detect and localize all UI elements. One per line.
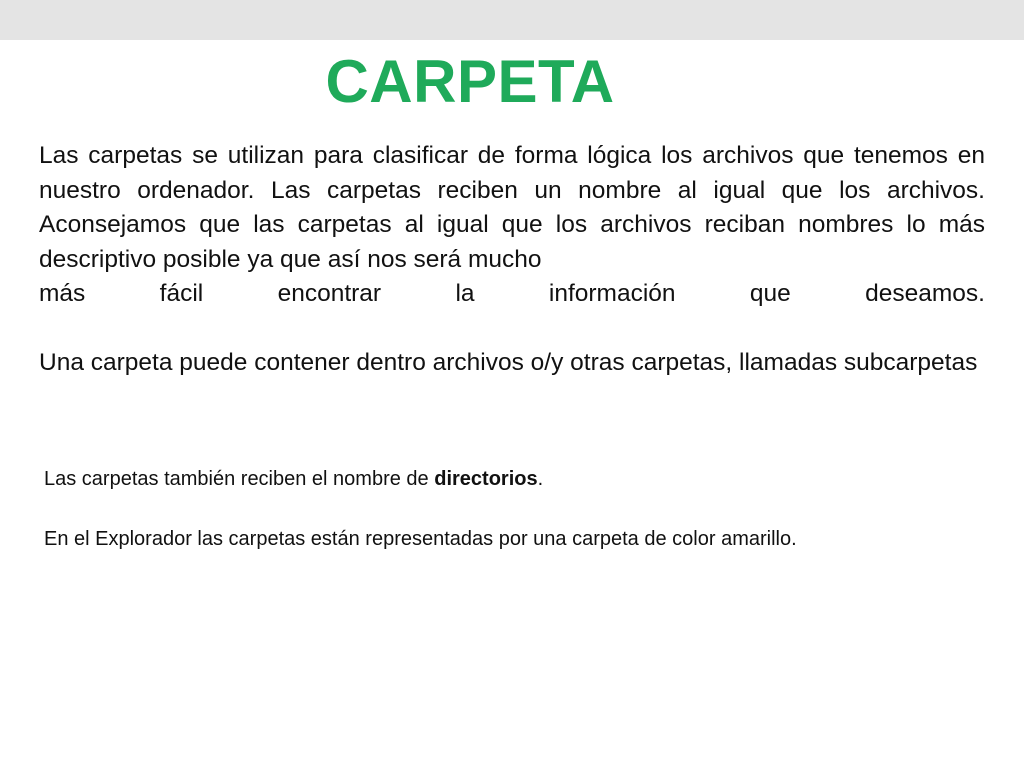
paragraph-subfolders: Una carpeta puede contener dentro archivos o/y otras carpetas, llamadas subcarpetas (39, 349, 978, 376)
notes-text-block (44, 464, 985, 554)
paragraph-explorer-folders: En el Explorador las carpetas están representadas por una carpeta de color amarillo. (44, 528, 797, 550)
paragraph-directories (44, 464, 985, 494)
paragraph-folders-intro-last-line: más fácil encontrar la información que deseamos. (39, 280, 985, 307)
slide-title: CARPETA (325, 48, 615, 115)
paragraph-spacer (44, 494, 985, 524)
paragraph-spacer (39, 312, 985, 347)
paragraph-folders-intro: Las carpetas se utilizan para clasificar de forma lógica los archivos que tenemos en nuestro ordenador. Las carpetas reciben un nombre al igual que los archivos. Aconsejamos que las carpetas al igual que los archivos reciban nombres lo más descriptivo posible ya que así nos será mucho (39, 142, 985, 273)
directories-term: directorios (434, 468, 538, 490)
directories-prefix: Las carpetas también reciben el nombre de (44, 468, 435, 490)
main-text-block (39, 139, 985, 381)
directories-suffix: . (537, 468, 544, 490)
top-bar (0, 0, 1024, 40)
